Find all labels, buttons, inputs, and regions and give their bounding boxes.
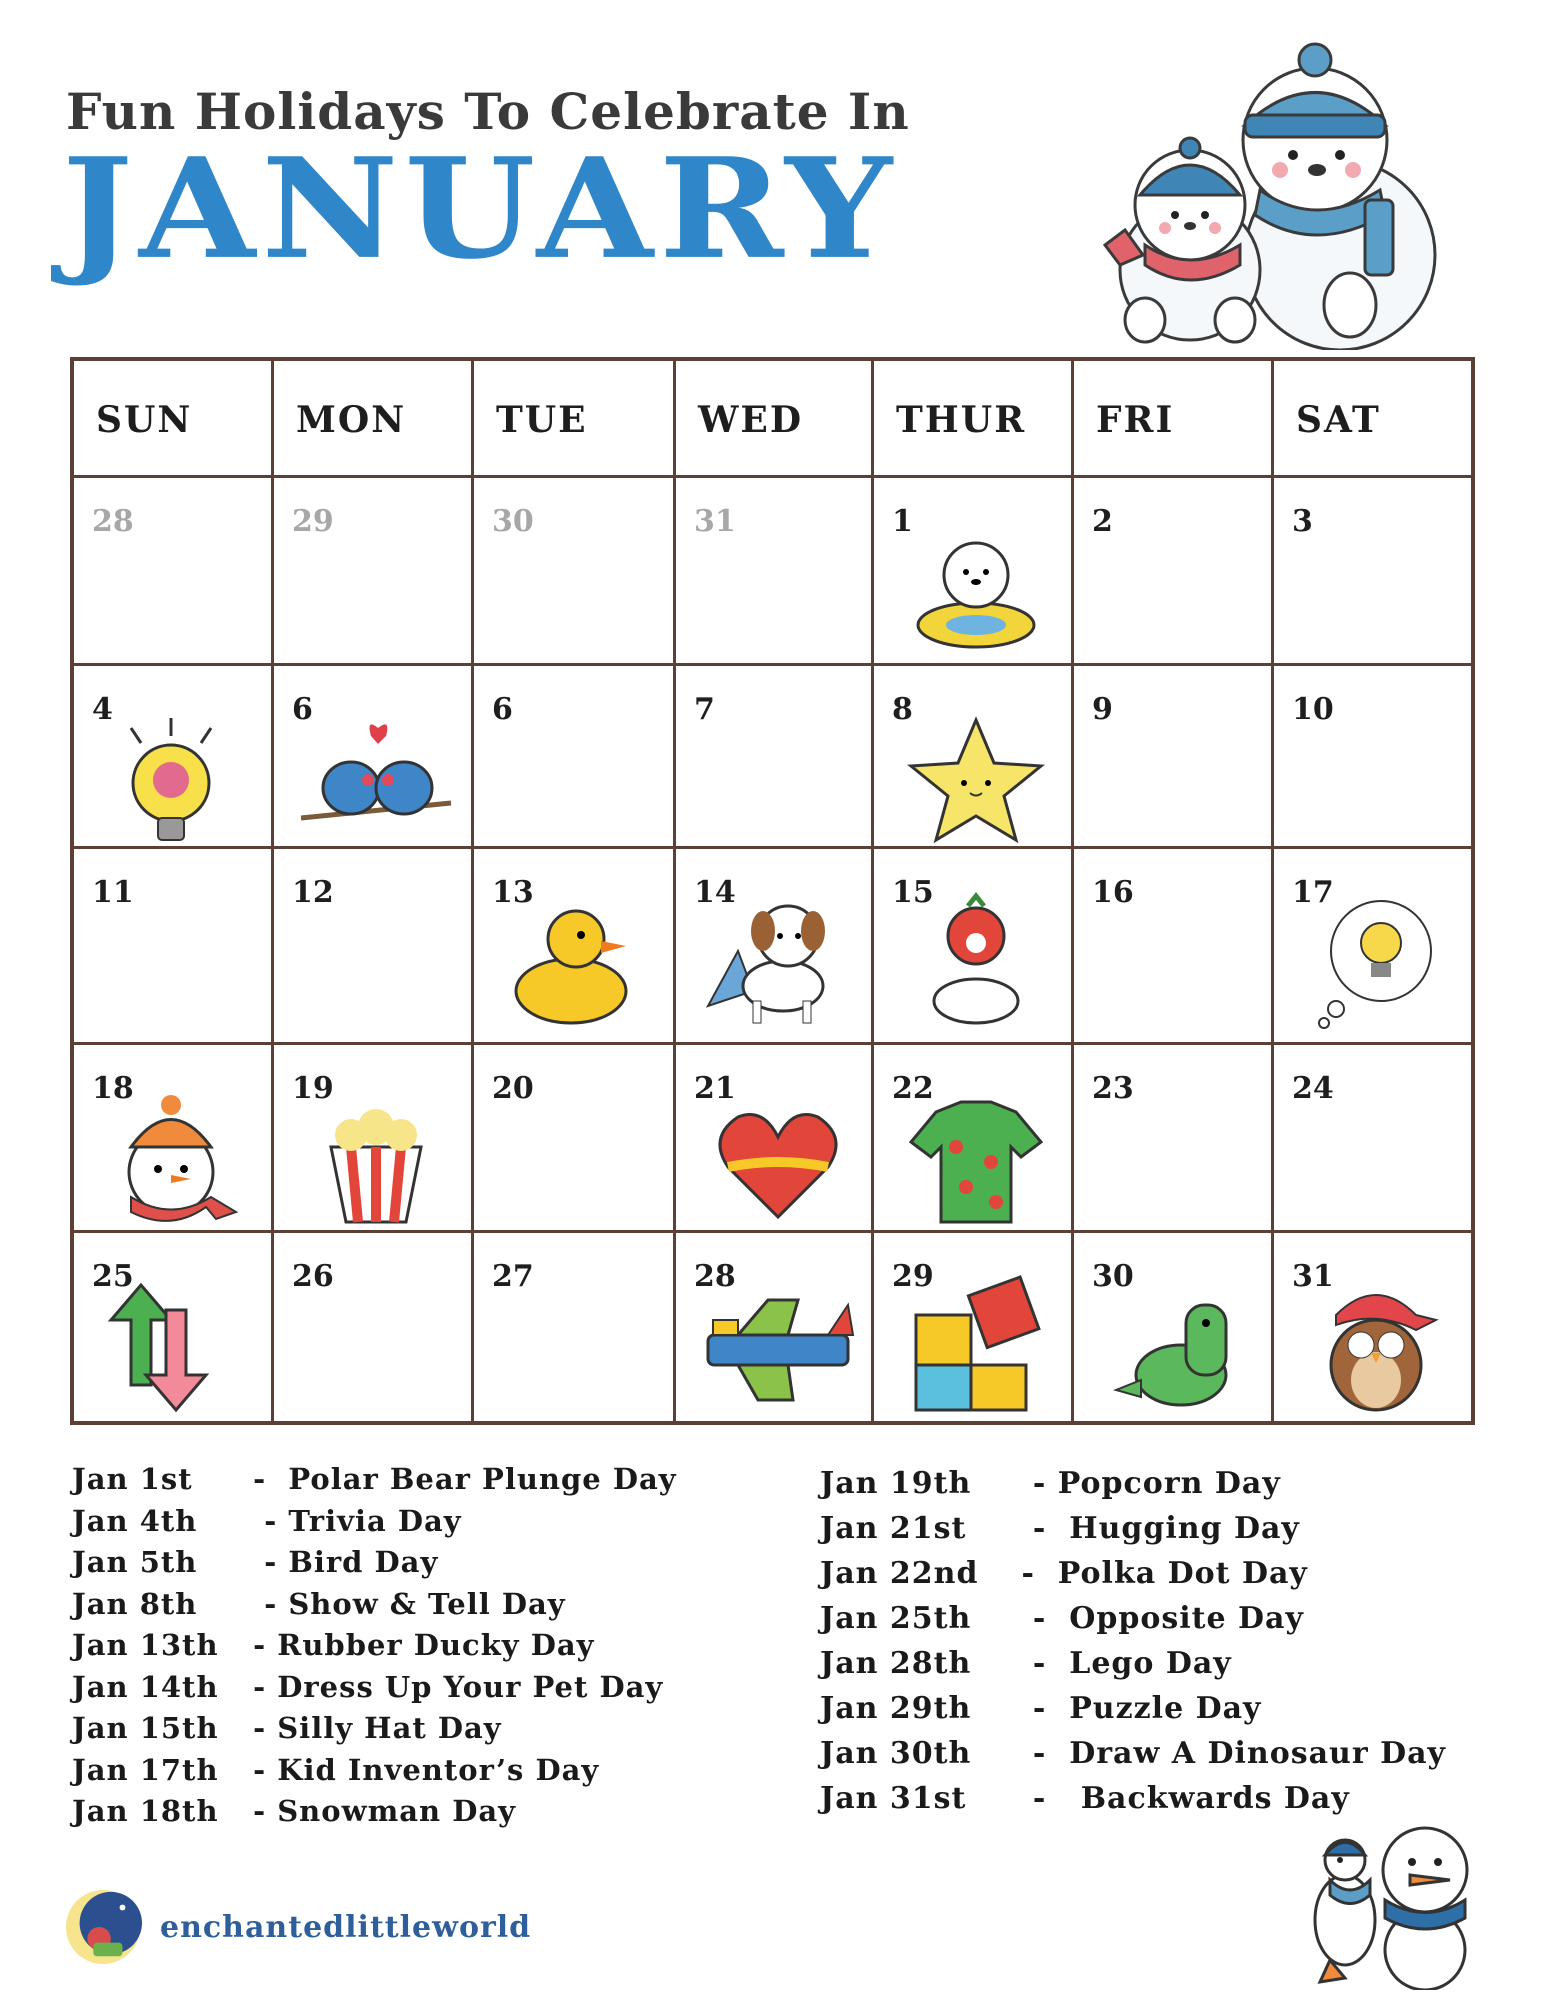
- day-number: 30: [1092, 1259, 1134, 1294]
- calendar-day-cell: [74, 666, 274, 849]
- holiday-name: Lego Day: [1069, 1646, 1232, 1681]
- lightbulb-brain-icon: [96, 708, 256, 848]
- holiday-list-item: [72, 1711, 677, 1753]
- polar-bear-float-icon: [896, 520, 1056, 660]
- brand-name: enchantedlittleworld: [160, 1909, 532, 1945]
- holiday-separator: -: [1010, 1556, 1058, 1591]
- calendar-day-cell: [274, 1045, 474, 1233]
- holiday-date: Jan 14th: [72, 1669, 219, 1704]
- holiday-separator: -: [1010, 1646, 1070, 1681]
- holiday-date: Jan 13th: [72, 1628, 219, 1662]
- holiday-name: Polka Dot Day: [1057, 1556, 1308, 1591]
- holiday-date: Jan 30th: [820, 1736, 972, 1771]
- day-number: 8: [892, 692, 913, 727]
- holiday-list-item: [72, 1462, 677, 1504]
- calendar-day-cell: [1074, 1045, 1274, 1233]
- day-number: 22: [892, 1071, 934, 1106]
- holiday-date: Jan 28th: [820, 1646, 972, 1681]
- day-number: 18: [92, 1071, 134, 1106]
- day-number: 17: [1292, 875, 1334, 910]
- opposite-arrows-icon: [96, 1275, 256, 1415]
- calendar-day-cell: [1274, 1233, 1471, 1421]
- holiday-date: Jan 25th: [820, 1601, 972, 1636]
- day-number: 31: [694, 504, 736, 539]
- holiday-date: Jan 19th: [820, 1466, 972, 1501]
- holiday-name: Kid Inventor’s Day: [277, 1752, 600, 1787]
- holiday-name: Draw A Dinosaur Day: [1069, 1736, 1446, 1771]
- holiday-date: Jan 8th: [72, 1586, 198, 1621]
- rubber-duck-icon: [496, 891, 656, 1031]
- day-number: 11: [92, 875, 134, 910]
- calendar-day-cell: [74, 1233, 274, 1421]
- day-number: 21: [694, 1071, 736, 1106]
- holiday-list-right: [820, 1466, 1446, 1826]
- duck-strawberry-hat-icon: [896, 891, 1056, 1031]
- puzzle-icon: [896, 1275, 1056, 1415]
- holiday-list-item: [72, 1753, 677, 1795]
- holiday-list-item: [820, 1601, 1446, 1646]
- day-number: 20: [492, 1071, 534, 1106]
- star-icon: [896, 708, 1056, 848]
- day-number: 27: [492, 1259, 534, 1294]
- holiday-date: Jan 4th: [72, 1503, 198, 1538]
- day-number: 15: [892, 875, 934, 910]
- polka-dot-shirt-icon: [896, 1087, 1056, 1227]
- dinosaur-icon: [1096, 1275, 1256, 1415]
- holiday-separator: -: [242, 1794, 278, 1828]
- holiday-list-item: [820, 1466, 1446, 1511]
- holiday-separator: -: [242, 1503, 289, 1538]
- holiday-separator: -: [1010, 1691, 1070, 1726]
- day-header-mon: [274, 361, 474, 478]
- holiday-list-item: [72, 1504, 677, 1546]
- calendar-day-cell: [474, 666, 676, 849]
- calendar-day-cell: [1274, 666, 1471, 849]
- day-number: 16: [1092, 875, 1134, 910]
- holiday-list-item: [72, 1545, 677, 1587]
- holiday-name: Puzzle Day: [1069, 1691, 1262, 1726]
- holiday-separator: -: [242, 1752, 278, 1787]
- day-number: 10: [1292, 692, 1334, 727]
- holiday-list-item: [72, 1628, 677, 1670]
- calendar-day-cell: [274, 666, 474, 849]
- lego-plane-icon: [698, 1275, 858, 1415]
- hugging-heart-icon: [698, 1087, 858, 1227]
- calendar-day-cell: [676, 666, 874, 849]
- owl-cap-icon: [1296, 1275, 1456, 1415]
- holiday-list-item: [72, 1670, 677, 1712]
- calendar-day-cell: [874, 849, 1074, 1045]
- day-number: 31: [1292, 1259, 1334, 1294]
- day-number: 25: [92, 1259, 134, 1294]
- holiday-name: Hugging Day: [1069, 1511, 1300, 1546]
- day-number: 4: [92, 692, 113, 727]
- day-header-fri: [1074, 361, 1274, 478]
- day-number: 29: [892, 1259, 934, 1294]
- holiday-name: Trivia Day: [288, 1503, 462, 1538]
- calendar-day-cell: [1274, 1045, 1471, 1233]
- day-number: 29: [292, 504, 334, 539]
- day-number: 24: [1292, 1071, 1334, 1106]
- calendar-day-cell: [874, 1233, 1074, 1421]
- holiday-name: Rubber Ducky Day: [277, 1628, 595, 1662]
- day-number: 3: [1292, 504, 1313, 539]
- day-number: 13: [492, 875, 534, 910]
- calendar-day-cell: [474, 849, 676, 1045]
- holiday-separator: -: [242, 1669, 278, 1704]
- day-number: 7: [694, 692, 715, 727]
- holiday-name: Bird Day: [288, 1545, 439, 1579]
- calendar-day-cell: [1074, 1233, 1274, 1421]
- holiday-date: Jan 21st: [820, 1511, 967, 1546]
- holiday-list-item: [72, 1587, 677, 1629]
- snowman-head-icon: [96, 1087, 256, 1227]
- holiday-separator: -: [242, 1462, 289, 1496]
- holiday-separator: -: [1010, 1781, 1081, 1816]
- holiday-separator: -: [242, 1628, 278, 1662]
- holiday-list-item: [820, 1556, 1446, 1601]
- calendar-day-cell: [74, 1045, 274, 1233]
- holiday-list-item: [820, 1511, 1446, 1556]
- holiday-separator: -: [1010, 1511, 1070, 1546]
- holiday-name: Polar Bear Plunge Day: [288, 1462, 677, 1496]
- holiday-list-item: [820, 1691, 1446, 1736]
- calendar-day-cell: [474, 1045, 676, 1233]
- holiday-date: Jan 29th: [820, 1691, 972, 1726]
- holiday-date: Jan 17th: [72, 1752, 219, 1787]
- page-subtitle: Fun Holidays To Celebrate In: [66, 82, 910, 141]
- holiday-separator: -: [1010, 1466, 1058, 1501]
- calendar-day-cell: [1074, 666, 1274, 849]
- day-header-wed: [676, 361, 874, 478]
- calendar-day-cell: [274, 849, 474, 1045]
- calendar-day-cell: [874, 1045, 1074, 1233]
- holiday-list-item: [820, 1646, 1446, 1691]
- holiday-separator: -: [242, 1586, 289, 1621]
- day-header-sun: [74, 361, 274, 478]
- holiday-list-left: [72, 1462, 677, 1836]
- holiday-separator: -: [1010, 1736, 1070, 1771]
- calendar-day-cell: [676, 849, 874, 1045]
- holiday-date: Jan 5th: [72, 1545, 198, 1579]
- calendar-day-cell: [74, 478, 274, 666]
- day-name: SUN: [96, 399, 193, 441]
- holiday-list-item: [820, 1736, 1446, 1781]
- day-number: 1: [892, 504, 913, 539]
- holiday-date: Jan 31st: [820, 1781, 967, 1816]
- day-name: MON: [296, 399, 407, 441]
- calendar-grid: [70, 357, 1475, 1425]
- holiday-name: Backwards Day: [1080, 1781, 1350, 1816]
- calendar-day-cell: [474, 1233, 676, 1421]
- page-title: JANUARY: [62, 128, 899, 290]
- day-header-thur: [874, 361, 1074, 478]
- calendar-day-cell: [1274, 849, 1471, 1045]
- holiday-name: Dress Up Your Pet Day: [277, 1669, 664, 1704]
- love-birds-icon: [296, 708, 456, 848]
- day-number: 6: [292, 692, 313, 727]
- calendar-day-cell: [1274, 478, 1471, 666]
- holiday-name: Silly Hat Day: [277, 1711, 502, 1745]
- snowman-goose-icon: [1300, 1800, 1490, 1990]
- brand-footer: [64, 1888, 531, 1966]
- holiday-date: Jan 1st: [72, 1462, 193, 1496]
- day-number: 23: [1092, 1071, 1134, 1106]
- day-name: THUR: [896, 399, 1027, 441]
- day-number: 30: [492, 504, 534, 539]
- day-number: 12: [292, 875, 334, 910]
- calendar-day-cell: [676, 1233, 874, 1421]
- holiday-date: Jan 18th: [72, 1794, 219, 1828]
- calendar-day-cell: [676, 1045, 874, 1233]
- holiday-separator: -: [242, 1711, 278, 1745]
- calendar-day-cell: [74, 849, 274, 1045]
- moon-logo-icon: [64, 1888, 142, 1966]
- holiday-name: Snowman Day: [277, 1794, 517, 1828]
- day-number: 9: [1092, 692, 1113, 727]
- polar-bears-icon: [1095, 30, 1480, 350]
- popcorn-icon: [296, 1087, 456, 1227]
- day-name: TUE: [496, 399, 588, 441]
- calendar-day-cell: [1074, 478, 1274, 666]
- calendar-day-cell: [676, 478, 874, 666]
- holiday-separator: -: [1010, 1601, 1070, 1636]
- calendar-day-cell: [274, 478, 474, 666]
- day-number: 26: [292, 1259, 334, 1294]
- day-header-tue: [474, 361, 676, 478]
- day-number: 28: [92, 504, 134, 539]
- holiday-date: Jan 15th: [72, 1711, 219, 1745]
- lightbulb-thought-icon: [1296, 891, 1456, 1031]
- calendar-day-cell: [874, 666, 1074, 849]
- day-number: 2: [1092, 504, 1113, 539]
- day-number: 19: [292, 1071, 334, 1106]
- holiday-name: Opposite Day: [1069, 1601, 1304, 1636]
- day-number: 14: [694, 875, 736, 910]
- holiday-date: Jan 22nd: [820, 1556, 979, 1591]
- day-header-sat: [1274, 361, 1471, 478]
- day-name: WED: [698, 399, 804, 441]
- calendar-day-cell: [474, 478, 676, 666]
- holiday-list-item: [72, 1794, 677, 1836]
- holiday-name: Show & Tell Day: [288, 1586, 566, 1621]
- holiday-separator: -: [242, 1545, 289, 1579]
- calendar-day-cell: [274, 1233, 474, 1421]
- day-name: SAT: [1296, 399, 1381, 441]
- holiday-name: Popcorn Day: [1057, 1466, 1281, 1501]
- day-number: 6: [492, 692, 513, 727]
- calendar-day-cell: [874, 478, 1074, 666]
- calendar-day-cell: [1074, 849, 1274, 1045]
- day-name: FRI: [1096, 399, 1175, 441]
- day-number: 28: [694, 1259, 736, 1294]
- puppy-cape-icon: [698, 891, 858, 1031]
